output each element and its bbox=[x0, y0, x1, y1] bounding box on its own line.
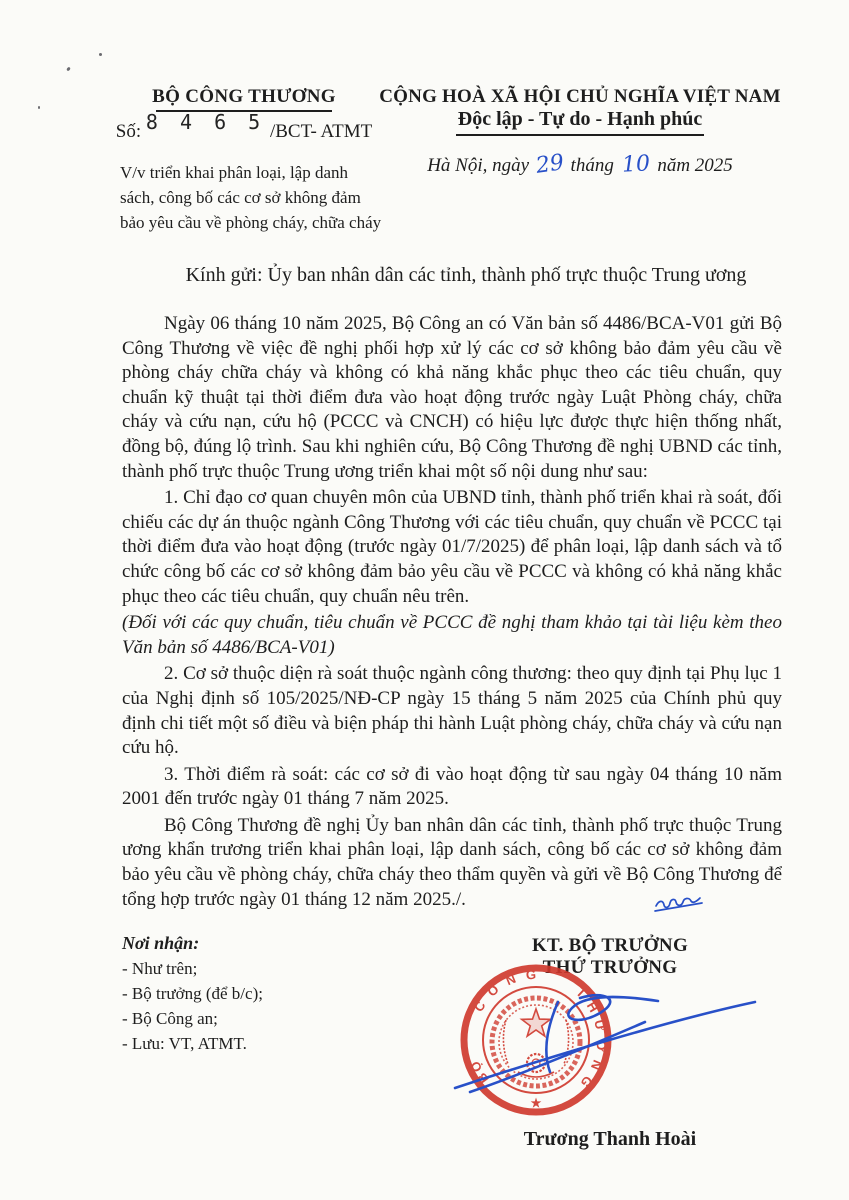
initials-ink bbox=[652, 892, 708, 916]
handwritten-day: 29 bbox=[534, 150, 566, 179]
scan-speck bbox=[66, 67, 71, 72]
handwritten-initials bbox=[652, 892, 708, 916]
letter-body bbox=[122, 312, 782, 914]
signer-title-1: KT. BỘ TRƯỞNG bbox=[531, 935, 689, 956]
document-number bbox=[108, 110, 380, 143]
issuer-name: BỘ CÔNG THƯƠNG bbox=[152, 86, 336, 107]
recipient-item: - Lưu: VT, ATMT. bbox=[122, 1034, 247, 1053]
recipient-item: - Như trên; bbox=[122, 959, 198, 978]
paragraph-item-2: 2. Cơ sở thuộc diện rà soát thuộc ngành công thương: theo quy định tại Phụ lục 1 của Nghị định số 105/2025/NĐ-CP ngày 15 tháng 5 năm 2025 của Chính phủ quy định chi tiết một số điều và biện pháp thi hành Luật phòng cháy, chữa cháy và cứu nạn cứu hộ. bbox=[122, 663, 782, 759]
date-prefix: Hà Nội, ngày bbox=[427, 155, 530, 176]
paragraph-item-3: 3. Thời điểm rà soát: các cơ sở đi vào hoạt động từ sau ngày 04 tháng 10 năm 2001 đến trước ngày 01 tháng 7 năm 2025. bbox=[122, 763, 782, 810]
document-number-suffix: /BCT- ATMT bbox=[269, 121, 373, 142]
document-subject: V/v triển khai phân loại, lập danh sách, công bố các cơ sở không đảm bảo yêu cầu về phòng cháy, chữa cháy bbox=[120, 163, 382, 232]
date-suffix: năm 2025 bbox=[657, 155, 733, 176]
seal-text-bo: BỘ bbox=[467, 1059, 492, 1087]
signer-title-2: THỨ TRƯỞNG bbox=[542, 957, 678, 978]
national-title: CỘNG HOÀ XÃ HỘI CHỦ NGHĨA VIỆT NAM bbox=[379, 86, 781, 107]
paragraph-closing: Bộ Công Thương đề nghị Ủy ban nhân dân các tỉnh, thành phố trực thuộc Trung ương khẩn trương triển khai phân loại, lập danh sách, công bố các cơ sở không đảm bảo yêu cầu về phòng cháy, chữa cháy theo thẩm quyền và gửi về Bộ Công Thương để tổng hợp trước ngày 01 tháng 12 năm 2025./. bbox=[122, 814, 782, 910]
document-number-stamped: 8 4 6 5 bbox=[145, 110, 266, 134]
place-date-line bbox=[372, 152, 788, 177]
national-motto: Độc lập - Tự do - Hạnh phúc bbox=[456, 108, 704, 136]
recipient-item: - Bộ Công an; bbox=[122, 1009, 218, 1028]
issuer-block bbox=[108, 86, 380, 143]
signature-graphic bbox=[430, 980, 780, 1110]
scan-speck bbox=[99, 53, 102, 56]
scan-speck bbox=[38, 106, 40, 109]
document-number-prefix: Số: bbox=[115, 121, 142, 142]
paragraph-intro: Ngày 06 tháng 10 năm 2025, Bộ Công an có Văn bản số 4486/BCA-V01 gửi Bộ Công Thương về việc đề nghị phối hợp xử lý các cơ sở không bảo đảm yêu cầu về phòng cháy chữa cháy và không có khả năng khắc phục theo các tiêu chuẩn, quy chuẩn kỹ thuật tại thời điểm đưa vào hoạt động trước ngày Luật Phòng cháy, chữa cháy và cứu nạn, cứu hộ (PCCC và CNCH) có hiệu lực được thực hiện thống nhất, đồng bộ, đúng lộ trình. Sau khi nghiên cứu, Bộ Công Thương đề nghị UBND các tỉnh, thành phố trực thuộc Trung ương triển khai một số nội dung như sau: bbox=[122, 313, 782, 482]
date-mid: tháng bbox=[570, 155, 614, 176]
seal-text-cong: CÔNG bbox=[470, 966, 537, 1015]
signer-name: Trương Thanh Hoài bbox=[523, 1128, 697, 1150]
recipients-block bbox=[122, 933, 422, 1056]
recipients-title: Nơi nhận: bbox=[122, 933, 200, 953]
paragraph-note: (Đối với các quy chuẩn, tiêu chuẩn về PCCC đề nghị tham khảo tại tài liệu kèm theo Văn bản số 4486/BCA-V01) bbox=[122, 612, 782, 658]
seal-bottom-star: ★ bbox=[530, 1096, 542, 1110]
signature-ink bbox=[430, 980, 780, 1110]
seal-text-thuong: THƯƠNG bbox=[573, 984, 610, 1091]
paragraph-item-1: 1. Chỉ đạo cơ quan chuyên môn của UBND tỉnh, thành phố triển khai rà soát, đối chiếu các dự án thuộc ngành Công Thương với các tiêu chuẩn, quy chuẩn về PCCC tại thời điểm đưa vào hoạt động (trước ngày 01/7/2025) để phân loại, lập danh sách và tổ chức công bố các cơ sở không đảm bảo yêu cầu về PCCC và không có khả năng khắc phục theo các tiêu chuẩn, quy chuẩn nêu trên. bbox=[122, 487, 782, 607]
handwritten-month: 10 bbox=[620, 151, 651, 178]
recipient-item: - Bộ trưởng (để b/c); bbox=[122, 984, 263, 1003]
salutation: Kính gửi: Ủy ban nhân dân các tỉnh, thành phố trực thuộc Trung ương bbox=[185, 264, 747, 286]
national-motto-block bbox=[372, 86, 788, 136]
